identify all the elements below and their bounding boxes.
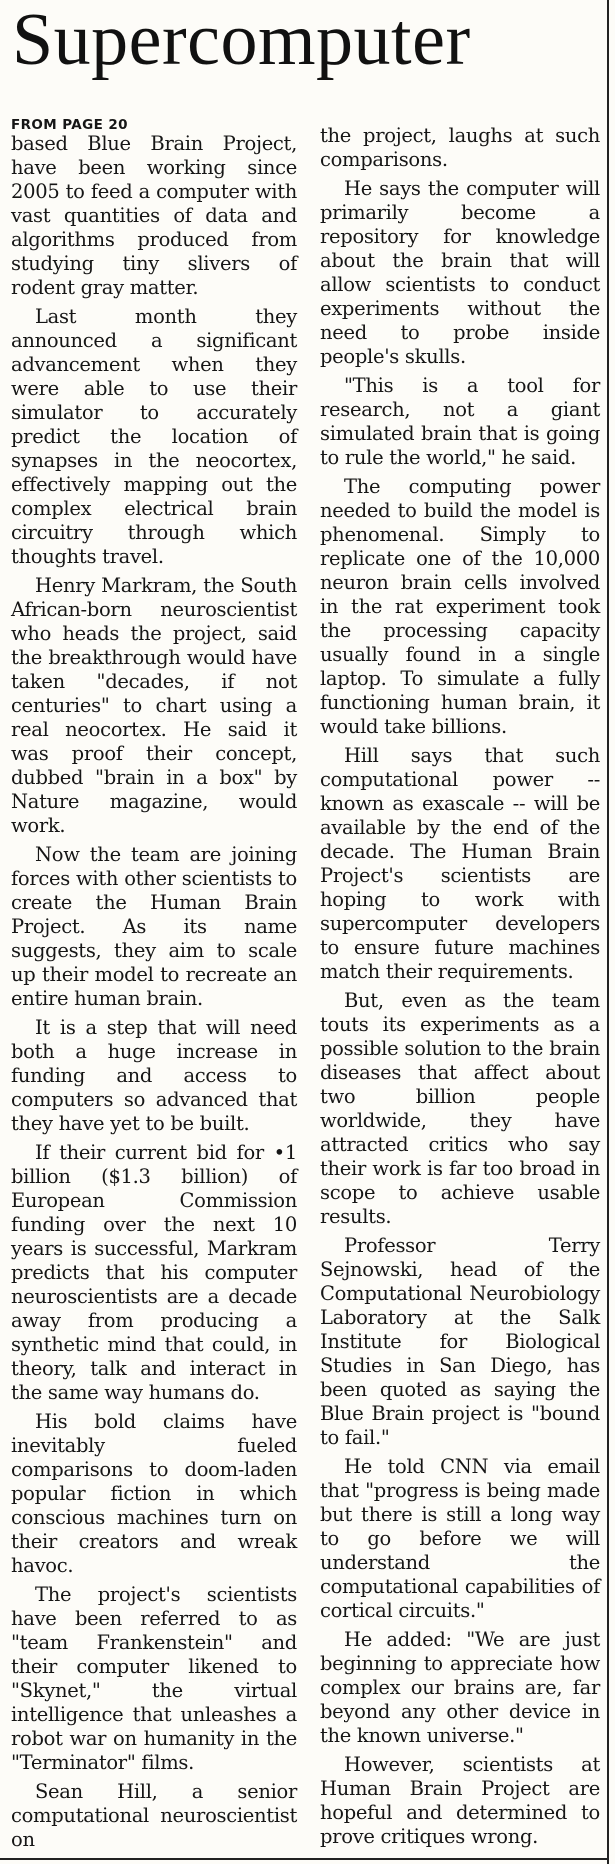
paragraph: It is a step that will need both a huge increase in funding and access to computers so advanced that they have yet to be built. [11,1016,297,1135]
paragraph: "This is a tool for research, not a giant simulated brain that is going to rule the world," he said. [320,374,600,469]
paragraph: He says the computer will primarily become a repository for knowledge about the brain that will allow scientists to conduct experiments without the need to probe inside people's skulls. [320,177,600,368]
paragraph: Hill says that such computational power -- known as exascale -- will be available by the end of the decade. The Human Brain Project's scientists are hoping to work with supercomputer developers to ensure future machines match their requirements. [320,744,600,983]
headline: Supercomputer [12,0,471,81]
paragraph: Professor Terry Sejnowski, head of the Computational Neurobiology Laboratory at the Salk Institute for Biological Studies in San Diego, has been quoted as saying the Blue Brain project is "bound to fail." [320,1234,600,1449]
paragraph: But, even as the team touts its experiments as a possible solution to the brain diseases that affect about two billion people worldwide, they have attracted critics who say their work is far too broad in scope to achieve usable results. [320,989,600,1228]
paragraph: If their current bid for •1 billion ($1.3 billion) of European Commission funding over the next 10 years is successful, Markram predicts that his computer neuroscientists are a decade away from producing a synthetic mind that could, in theory, talk and interact in the same way humans do. [11,1141,297,1404]
paragraph: the project, laughs at such comparisons. [320,124,600,171]
paragraph: Henry Markram, the South African-born neuroscientist who heads the project, said the breakthrough would have taken "decades, if not centuries" to chart using a real neocortex. He said it was proof their concept, dubbed "brain in a box" by Nature magazine, would work. [11,574,297,837]
page-rule-bottom [0,1858,609,1860]
paragraph: The project's scientists have been referred to as "team Frankenstein" and their computer likened to "Skynet," the virtual intelligence that unleashes a robot war on humanity in the "Terminator" films. [11,1583,297,1774]
article-column-left [11,118,297,1857]
article-column-right [320,124,600,1854]
paragraph: based Blue Brain Project, have been working since 2005 to feed a computer with vast quantities of data and algorithms produced from studying tiny slivers of rodent gray matter. [11,132,297,299]
paragraph: He told CNN via email that "progress is being made but there is still a long way to go before we will understand the computational capabilities of cortical circuits." [320,1455,600,1622]
paragraph: His bold claims have inevitably fueled comparisons to doom-laden popular fiction in which conscious machines turn on their creators and wreak havoc. [11,1410,297,1577]
paragraph: However, scientists at Human Brain Project are hopeful and determined to prove critiques wrong. [320,1753,600,1848]
paragraph: The computing power needed to build the model is phenomenal. Simply to replicate one of the 10,000 neuron brain cells involved in the rat experiment took the processing capacity usually found in a single laptop. To simulate a fully functioning human brain, it would take billions. [320,475,600,738]
jump-line: FROM PAGE 20 [11,117,128,133]
paragraph: Last month they announced a significant advancement when they were able to use their simulator to accurately predict the location of synapses in the neocortex, effectively mapping out the complex electrical brain circuitry through which thoughts travel. [11,305,297,568]
paragraph: Now the team are joining forces with other scientists to create the Human Brain Project. As its name suggests, they aim to scale up their model to recreate an entire human brain. [11,843,297,1010]
paragraph: He added: "We are just beginning to appreciate how complex our brains are, far beyond any other device in the known universe." [320,1628,600,1747]
column-rule-right [607,0,609,1864]
paragraph: Sean Hill, a senior computational neuroscientist on [11,1780,297,1851]
